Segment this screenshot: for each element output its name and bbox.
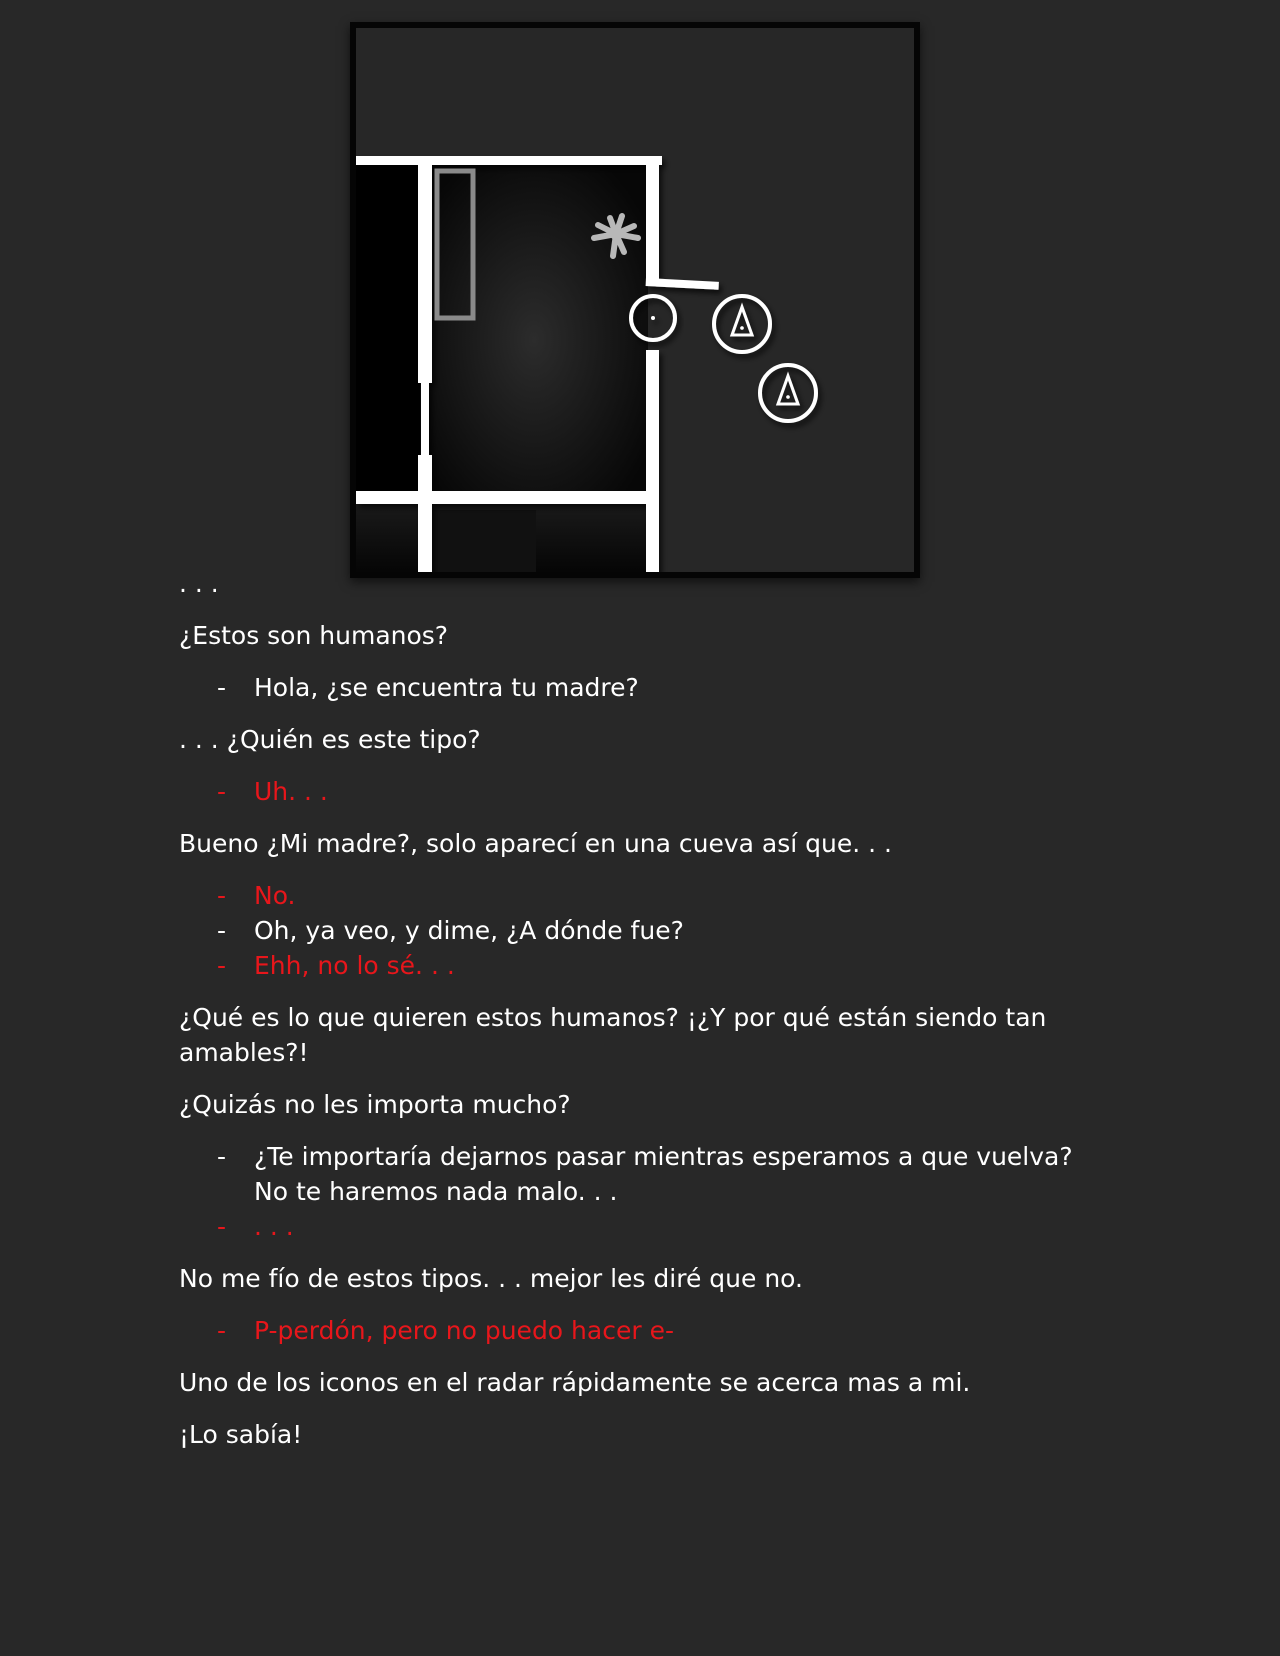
dialogue-line-human [179,670,1099,705]
narration-paragraph: Uno de los iconos en el radar rápidamente se acerca mas a mi. [179,1368,971,1397]
human-marker-icon [760,365,816,421]
wall-door-ledge [646,278,719,290]
narration-paragraph: ¿Quizás no les importa mucho? [179,1090,571,1119]
narration-paragraph: No me fío de estos tipos. . . mejor les diré que no. [179,1264,803,1293]
wall-right-lower [646,350,659,572]
wall-bottom [356,491,659,504]
dialogue-dash: - [217,1212,227,1241]
dialogue-list [179,774,1099,809]
wall-top [356,156,662,165]
dialogue-dash: - [217,673,227,702]
narration-paragraph: ¡Lo sabía! [179,1420,303,1449]
room-floor [420,162,648,504]
story-text [179,566,1099,1469]
dialogue-line-self [179,878,1099,913]
dialogue-dash: - [217,1142,227,1171]
narration-paragraph: ¿Estos son humanos? [179,621,449,650]
wall-inner-lower [418,455,432,572]
corridor-left [356,162,420,504]
dialogue-text: Uh. . . [254,777,328,806]
dialogue-text: ¿Te importaría dejarnos pasar mientras esperamos a que vuelva? No te haremos nada malo. . . [254,1142,1073,1206]
dialogue-dash: - [217,1316,227,1345]
narration-paragraph: Bueno ¿Mi madre?, solo aparecí en una cueva así que. . . [179,829,893,858]
dialogue-dash: - [217,777,227,806]
dialogue-dash: - [217,951,227,980]
radar-map-image [350,22,920,578]
dialogue-list [179,1139,1099,1244]
dialogue-line-self [179,1209,1099,1244]
dialogue-line-self [179,774,1099,809]
dialogue-list [179,878,1099,983]
wall-inner-upper [418,161,432,383]
dialogue-line-self [179,1313,1099,1348]
dialogue-text: Oh, ya veo, y dime, ¿A dónde fue? [254,916,684,945]
narration-paragraph: . . . [179,569,219,598]
dialogue-list [179,670,1099,705]
dialogue-text: Hola, ¿se encuentra tu madre? [254,673,639,702]
dialogue-dash: - [217,881,227,910]
dialogue-line-human [179,913,1099,948]
dialogue-text: Ehh, no lo sé. . . [254,951,455,980]
dialogue-text: No. [254,881,296,910]
wall-inner-middle [421,383,429,455]
radar-map-svg [356,28,914,572]
dialogue-list [179,1313,1099,1348]
dialogue-text: P-perdón, pero no puedo hacer e- [254,1316,674,1345]
doorway-shadow [428,510,536,572]
human-marker-icon [714,296,770,352]
dialogue-line-human [179,1139,1099,1209]
narration-paragraph: ¿Qué es lo que quieren estos humanos? ¡¿Y por qué están siendo tan amables?! [179,1003,1047,1067]
narration-paragraph: . . . ¿Quién es este tipo? [179,725,481,754]
dialogue-line-self [179,948,1099,983]
dialogue-dash: - [217,916,227,945]
wall-right-upper [646,156,659,279]
dialogue-text: . . . [254,1212,294,1241]
